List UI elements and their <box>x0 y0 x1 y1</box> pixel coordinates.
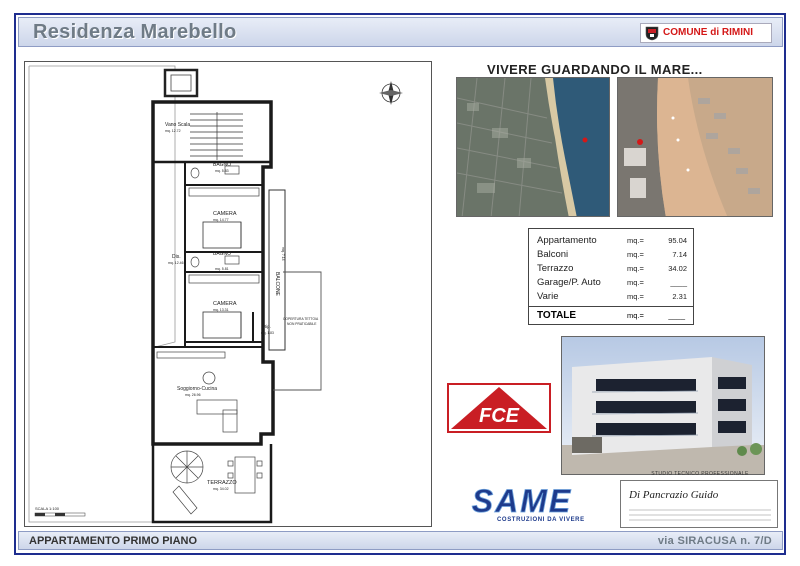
area-value: 2.31 <box>672 292 687 301</box>
room-name: CAMERA <box>213 211 237 217</box>
room-name: BAGNO <box>213 162 232 168</box>
area-value: 7.14 <box>672 250 687 259</box>
room-area: mq. 12.72 <box>165 129 181 133</box>
room-name: Vano Scala <box>165 122 191 128</box>
comune-label: COMUNE di RIMINI <box>663 27 753 38</box>
fce-logo <box>447 383 551 433</box>
fce-logo-text: FCE <box>479 405 519 427</box>
area-value: ____ <box>670 278 687 287</box>
room-labels <box>35 122 319 511</box>
compass-icon <box>379 81 403 105</box>
area-unit: mq.= <box>627 264 644 273</box>
area-label: Appartamento <box>537 235 597 246</box>
room-area: mq. 7.14 <box>281 247 285 261</box>
header-bar <box>18 17 783 47</box>
room-name: Dis. <box>172 254 181 260</box>
room-area: mq. 5.83 <box>215 169 229 173</box>
room-area: mq. 14.77 <box>213 218 229 222</box>
building-render <box>561 336 765 475</box>
area-row <box>537 263 687 275</box>
room-area: mq. 26.96 <box>185 393 201 397</box>
area-total-row <box>529 306 693 324</box>
area-row <box>537 277 687 289</box>
room-area: mq. 13.31 <box>213 308 229 312</box>
scale-label: SCALA 1:100 <box>35 506 60 511</box>
area-label: Balconi <box>537 249 569 260</box>
address-label: via SIRACUSA n. 7/D <box>657 535 772 547</box>
area-unit: mq.= <box>627 278 644 287</box>
project-title: Residenza Marebello <box>33 21 237 43</box>
room-name: BAGNO <box>213 251 232 257</box>
area-unit: mq.= <box>627 250 644 259</box>
area-label: Garage/P. Auto <box>537 277 601 288</box>
area-unit: mq.= <box>627 236 644 245</box>
room-area: mq. 1.83 <box>261 331 274 335</box>
aerial-map-right <box>617 77 773 217</box>
location-marker-icon <box>583 138 588 143</box>
studio-name: Di Pancrazio Guido <box>629 489 719 501</box>
footer-bar <box>18 531 783 550</box>
area-summary-table <box>528 228 694 325</box>
roof-note: NON PRATICABILE <box>287 322 317 326</box>
comune-badge <box>640 23 772 43</box>
area-label: Terrazzo <box>537 263 574 274</box>
roof-note: COPERTURA TETTOIA <box>283 317 319 321</box>
area-label: Varie <box>537 291 559 302</box>
room-area: mq. 34.02 <box>213 487 229 491</box>
floor-plan <box>24 61 432 527</box>
area-total-unit: mq.= <box>627 311 644 320</box>
room-name: TERRAZZO <box>207 480 237 486</box>
rimini-crest-icon <box>645 26 659 41</box>
floor-plan-drawing <box>25 62 433 528</box>
area-unit: mq.= <box>627 292 644 301</box>
studio-contact-lines <box>629 507 771 523</box>
floor-label: APPARTAMENTO PRIMO PIANO <box>29 535 198 547</box>
tagline: VIVERE GUARDANDO IL MARE... <box>487 62 703 77</box>
room-area: mq. 5.81 <box>215 267 229 271</box>
room-name: BALCONE <box>274 272 280 296</box>
room-name: Soggiorno-Cucina <box>177 386 218 392</box>
studio-stamp <box>620 471 778 528</box>
area-row <box>537 249 687 261</box>
area-total-label: TOTALE <box>537 310 577 321</box>
area-row <box>537 291 687 303</box>
scale-bar <box>35 513 85 516</box>
same-logo-text: SAME <box>471 484 573 518</box>
aerial-map-left <box>456 77 610 217</box>
area-value: 95.04 <box>668 236 687 245</box>
location-marker-icon <box>637 139 643 145</box>
room-name: CAMERA <box>213 301 237 307</box>
area-total-value: ____ <box>668 311 685 320</box>
area-row <box>537 235 687 247</box>
studio-heading: STUDIO TECNICO PROFESSIONALE <box>651 471 749 477</box>
room-area: mq. 12.46 <box>168 261 184 265</box>
room-name: Rip. <box>263 324 272 329</box>
area-value: 34.02 <box>668 264 687 273</box>
same-subtitle: COSTRUZIONI DA VIVERE <box>497 517 585 523</box>
